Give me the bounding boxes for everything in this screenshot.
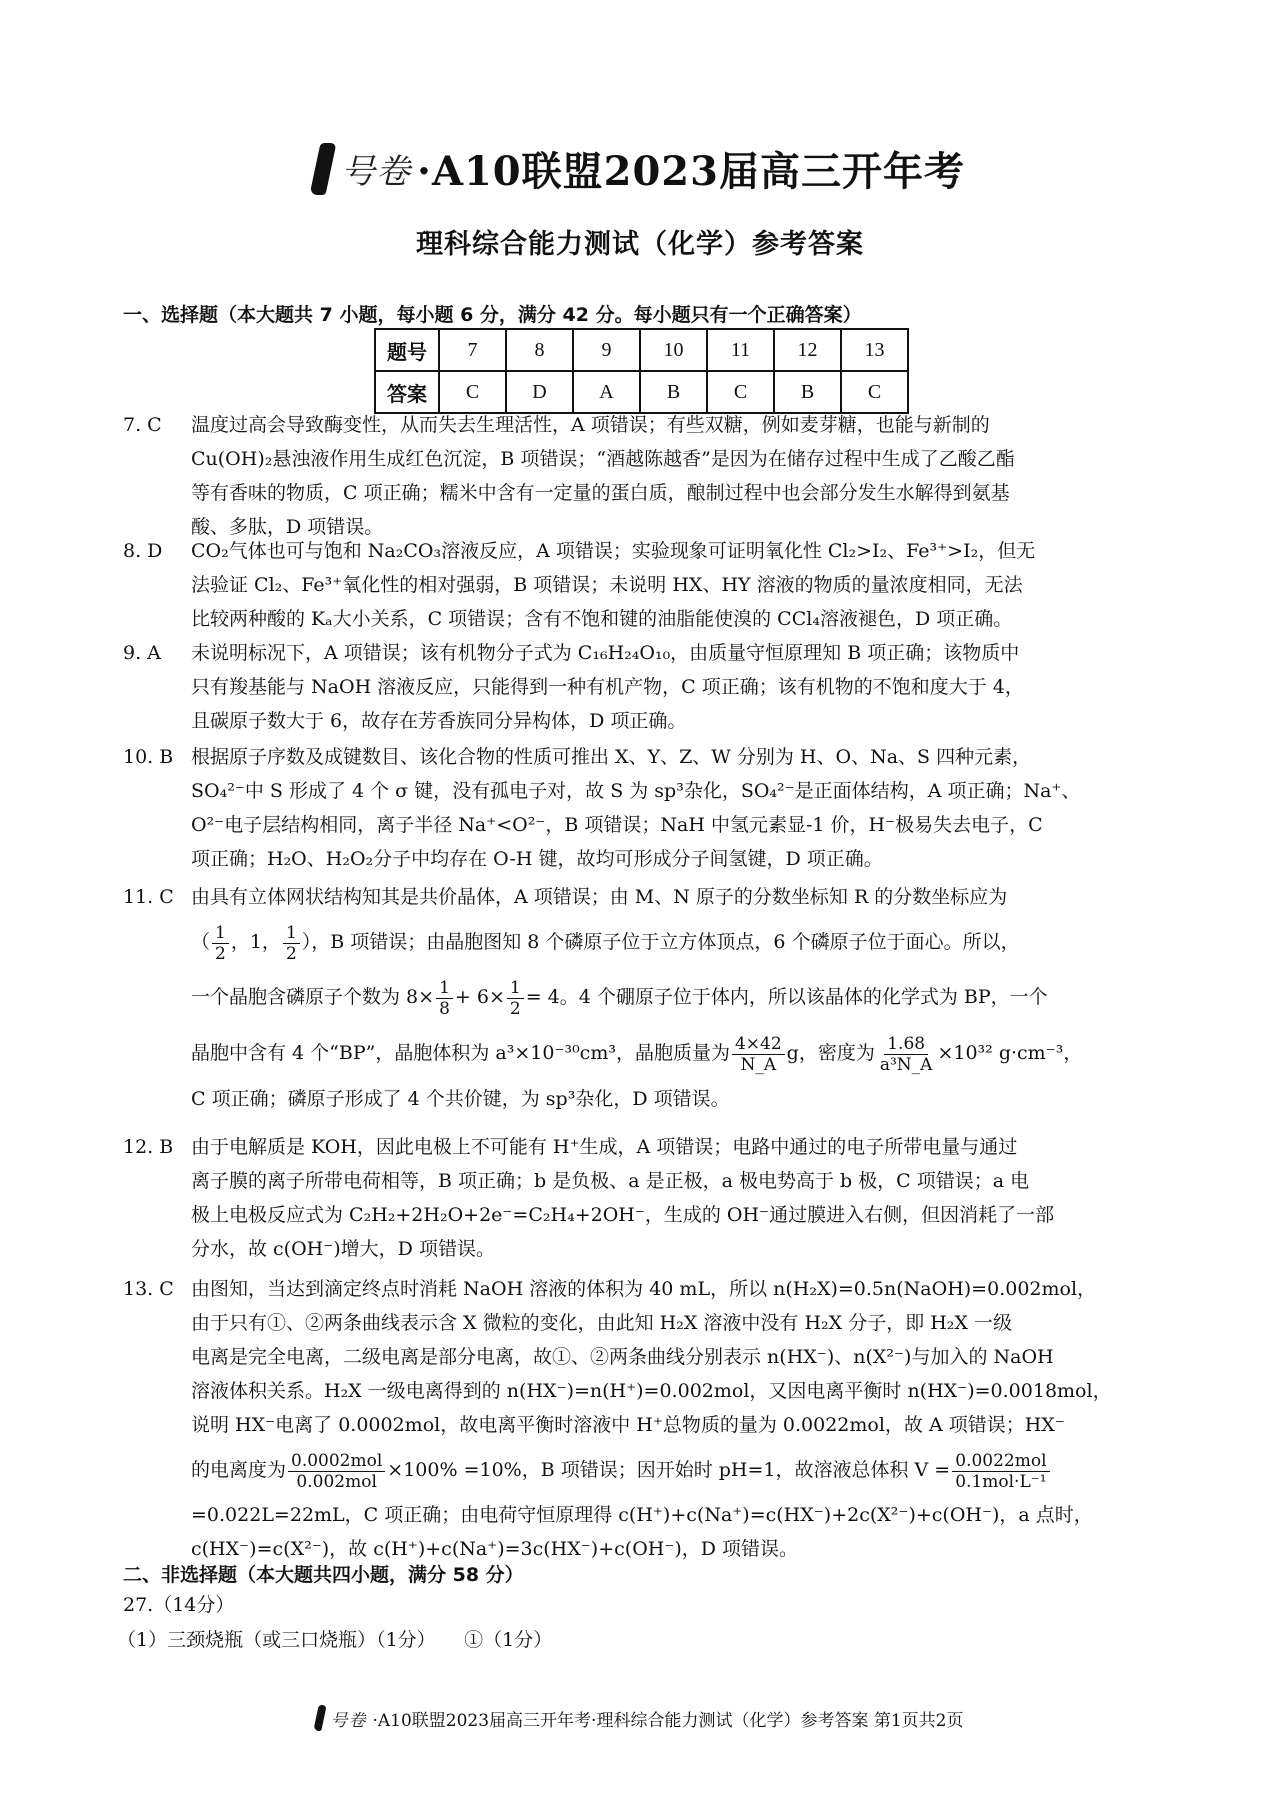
explanation-line: 分水，故 c(OH⁻)增大，D 项错误。 <box>191 1238 495 1260</box>
brand-logo-icon <box>314 1705 328 1731</box>
explanation-line: c(HX⁻)=c(X²⁻)，故 c(H⁺)+c(Na⁺)=3c(HX⁻)+c(OH⁻)，D 项错误。 <box>191 1538 799 1560</box>
text-run: ），B 项错误；由晶胞图知 8 个磷原子位于立方体顶点，6 个磷原子位于面心。所以， <box>301 931 1020 953</box>
explanation-line: 说明 HX⁻电离了 0.0002mol，故电离平衡时溶液中 H⁺总物质的量为 0.0022mol，故 A 项错误；HX⁻ <box>191 1414 1065 1436</box>
question-27-part-1: （1）三颈烧瓶（或三口烧瓶）（1分） ①（1分） <box>117 1629 553 1651</box>
header-title <box>0 140 1280 197</box>
explanation-line: 比较两种酸的 Kₐ大小关系，C 项错误；含有不饱和键的油脂能使溴的 CCl₄溶液褪色，D 项正确。 <box>191 608 1013 630</box>
denominator: 2 <box>215 943 226 964</box>
explanation-line: 根据原子序数及成键数目、该化合物的性质可推出 X、Y、Z、W 分别为 H、O、Na、S 四种元素， <box>191 746 1032 768</box>
denominator: 8 <box>439 998 450 1019</box>
explanation-line <box>191 1442 1163 1498</box>
section-heading-non-choice: 二、非选择题（本大题共四小题，满分 58 分） <box>123 1564 524 1586</box>
answer-item-9 <box>123 636 1163 738</box>
question-number: 12 <box>774 329 841 371</box>
question-number: 10 <box>640 329 707 371</box>
question-number: 8 <box>506 329 573 371</box>
explanation-line: 未说明标况下，A 项错误；该有机物分子式为 C₁₆H₂₄O₁₀，由质量守恒原理知 B 项正确；该物质中 <box>191 642 1020 664</box>
fraction-one-half <box>283 923 300 964</box>
footer-text: ·A10联盟2023届高三开年考·理科综合能力测试（化学）参考答案 第1页共2页 <box>372 1710 964 1731</box>
item-number: 10. B <box>123 746 174 768</box>
fraction-density <box>877 1034 936 1075</box>
question-number: 11 <box>707 329 774 371</box>
explanation-line <box>191 914 1163 970</box>
text-run: g，密度为 <box>786 1042 875 1064</box>
explanation-line: 项正确；H₂O、H₂O₂分子中均存在 O-H 键，故均可形成分子间氢键，D 项正确。 <box>191 848 883 870</box>
denominator: 2 <box>509 998 521 1019</box>
explanation-line: 由于只有①、②两条曲线表示含 X 微粒的变化，由此知 H₂X 溶液中没有 H₂X 分子，即 H₂X 一级 <box>191 1312 1012 1334</box>
answer-table-row-answers <box>375 371 908 413</box>
fraction-total-volume <box>952 1451 1049 1492</box>
denominator: 2 <box>285 943 297 964</box>
item-number: 11. C <box>123 886 174 908</box>
question-number: 9 <box>573 329 640 371</box>
fraction-cell-mass <box>732 1034 785 1075</box>
explanation-line: 溶液体积关系。H₂X 一级电离得到的 n(HX⁻)=n(H⁺)=0.002mol，又因电离平衡时 n(HX⁻)=0.0018mol， <box>191 1380 1112 1402</box>
text-run: 一个晶胞含磷原子个数为 8× <box>191 986 435 1008</box>
answer-item-8 <box>123 534 1163 636</box>
answer-cell: D <box>506 371 573 413</box>
section-heading-multiple-choice: 一、选择题（本大题共 7 小题，每小题 6 分，满分 42 分。每小题只有一个正确答案） <box>123 304 862 326</box>
question-number: 7 <box>439 329 506 371</box>
question-number: 13 <box>841 329 908 371</box>
numerator: 0.0022mol <box>952 1451 1049 1472</box>
explanation-line <box>191 970 1163 1024</box>
item-number: 13. C <box>123 1278 174 1300</box>
brand-name: 号卷 <box>341 152 412 192</box>
text-run: ×100% =10%，B 项错误；因开始时 pH=1，故溶液总体积 V = <box>387 1459 951 1481</box>
row-label: 题号 <box>375 329 439 371</box>
explanation-line: O²⁻电子层结构相同，离子半径 Na⁺<O²⁻，B 项错误；NaH 中氢元素显-1 价，H⁻极易失去电子，C <box>191 814 1043 836</box>
answer-table-row-questions <box>375 329 908 371</box>
answer-item-12 <box>123 1130 1163 1266</box>
denominator: 0.1mol·L⁻¹ <box>955 1471 1047 1492</box>
numerator: 1 <box>507 978 524 999</box>
explanation-line: 法验证 Cl₂、Fe³⁺氧化性的相对强弱，B 项错误；未说明 HX、HY 溶液的物质的量浓度相同，无法 <box>191 574 1023 596</box>
answer-item-10 <box>123 740 1163 876</box>
explanation-line: 酸、多肽，D 项错误。 <box>191 516 384 538</box>
item-number: 7. C <box>123 414 162 436</box>
text-run: ×10³² g·cm⁻³， <box>937 1042 1083 1064</box>
answer-cell: B <box>774 371 841 413</box>
answer-item-13 <box>123 1272 1163 1566</box>
numerator: 1.68 <box>884 1034 928 1055</box>
answer-cell: C <box>841 371 908 413</box>
answer-cell: C <box>707 371 774 413</box>
answer-table <box>374 328 909 414</box>
denominator: N_A <box>740 1054 777 1075</box>
explanation-line: SO₄²⁻中 S 形成了 4 个 σ 键，没有孤电子对，故 S 为 sp³杂化，SO₄²⁻是正面体结构，A 项正确；Na⁺、 <box>191 780 1081 802</box>
explanation-line: 且碳原子数大于 6，故存在芳香族同分异构体，D 项正确。 <box>191 710 687 732</box>
fraction-one-half <box>212 923 229 964</box>
text-run: （ <box>191 931 211 953</box>
explanation-line: 温度过高会导致酶变性，从而失去生理活性，A 项错误；有些双糖，例如麦芽糖，也能与新制的 <box>191 414 990 436</box>
explanation-line: C 项正确；磷原子形成了 4 个共价键，为 sp³杂化，D 项错误。 <box>191 1088 730 1110</box>
item-number: 8. D <box>123 540 163 562</box>
explanation-line: Cu(OH)₂悬浊液作用生成红色沉淀，B 项错误；“酒越陈越香”是因为在储存过程中生成了乙酸乙酯 <box>191 448 1015 470</box>
row-label: 答案 <box>375 371 439 413</box>
explanation-line: =0.022L=22mL，C 项正确；由电荷守恒原理得 c(H⁺)+c(Na⁺)=c(HX⁻)+2c(X²⁻)+c(OH⁻)，a 点时， <box>191 1504 1093 1526</box>
answer-cell: B <box>640 371 707 413</box>
explanation-line <box>191 1024 1163 1082</box>
fraction-ionization-degree <box>288 1451 385 1492</box>
text-run: = 4。4 个硼原子位于体内，所以该晶体的化学式为 BP，一个 <box>525 986 1048 1008</box>
numerator: 1 <box>212 923 229 944</box>
page-footer <box>0 1705 1280 1731</box>
item-number: 12. B <box>123 1136 174 1158</box>
question-27-heading: 27.（14分） <box>123 1594 235 1616</box>
numerator: 0.0002mol <box>288 1451 385 1472</box>
numerator: 1 <box>283 923 300 944</box>
text-run: + 6× <box>454 986 505 1008</box>
explanation-line: 由图知，当达到滴定终点时消耗 NaOH 溶液的体积为 40 mL，所以 n(H₂X)=0.5n(NaOH)=0.002mol， <box>191 1278 1097 1300</box>
explanation-line: 极上电极反应式为 C₂H₂+2H₂O+2e⁻=C₂H₄+2OH⁻，生成的 OH⁻通过膜进入右侧，但因消耗了一部 <box>191 1204 1055 1226</box>
numerator: 4×42 <box>732 1034 785 1055</box>
text-run: 晶胞中含有 4 个“BP”，晶胞体积为 a³×10⁻³⁰cm³，晶胞质量为 <box>191 1042 730 1064</box>
answer-cell: A <box>573 371 640 413</box>
explanation-line: CO₂气体也可与饱和 Na₂CO₃溶液反应，A 项错误；实验现象可证明氧化性 Cl₂>I₂、Fe³⁺>I₂，但无 <box>191 540 1036 562</box>
explanation-line: 由具有立体网状结构知其是共价晶体，A 项错误；由 M、N 原子的分数坐标知 R 的分数坐标应为 <box>191 886 1008 908</box>
answer-item-11 <box>123 880 1163 1116</box>
explanation-line: 电离是完全电离，二级电离是部分电离，故①、②两条曲线分别表示 n(HX⁻)、n(X²⁻)与加入的 NaOH <box>191 1346 1054 1368</box>
numerator: 1 <box>436 978 453 999</box>
brand-logo-icon <box>309 143 336 195</box>
fraction-one-eighth <box>436 978 453 1019</box>
explanation-line: 只有羧基能与 NaOH 溶液反应，只能得到一种有机产物，C 项正确；该有机物的不饱和度大于 4， <box>191 676 1024 698</box>
explanation-line: 由于电解质是 KOH，因此电极上不可能有 H⁺生成，A 项错误；电路中通过的电子所带电量与通过 <box>191 1136 1018 1158</box>
footer-brand: 号卷 <box>330 1710 367 1731</box>
page-subtitle: 理科综合能力测试（化学）参考答案 <box>416 229 864 260</box>
page-title: ·A10联盟2023届高三开年考 <box>417 148 965 195</box>
answer-cell: C <box>439 371 506 413</box>
text-run: 的电离度为 <box>191 1459 287 1481</box>
denominator: 0.002mol <box>296 1471 377 1492</box>
answer-item-7 <box>123 408 1163 544</box>
text-run: ，1， <box>230 931 281 953</box>
item-number: 9. A <box>123 642 161 664</box>
denominator: a³N_A <box>879 1054 933 1075</box>
fraction-one-half <box>507 978 524 1019</box>
explanation-line: 等有香味的物质，C 项正确；糯米中含有一定量的蛋白质，酿制过程中也会部分发生水解得到氨基 <box>191 482 1010 504</box>
explanation-line: 离子膜的离子所带电荷相等，B 项正确；b 是负极、a 是正极，a 极电势高于 b 极，C 项错误；a 电 <box>191 1170 1030 1192</box>
